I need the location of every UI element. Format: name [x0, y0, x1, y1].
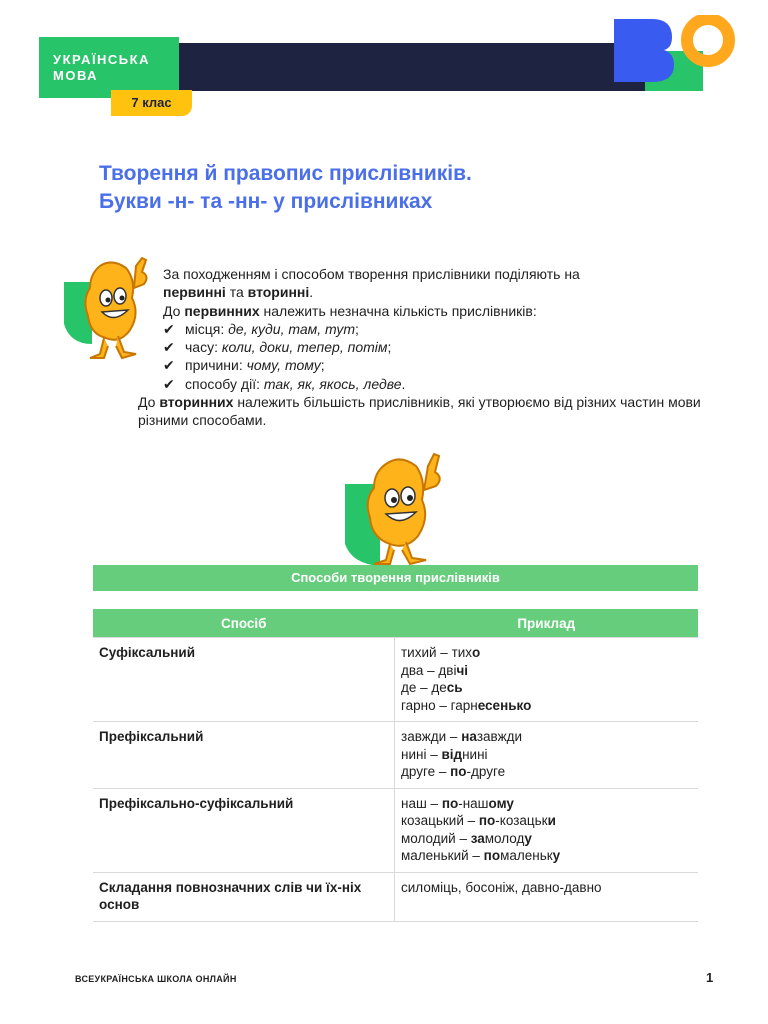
example-text: наш –: [401, 795, 442, 811]
methods-table: [93, 609, 698, 922]
example-text: -друге: [466, 764, 506, 779]
p2-start: До: [163, 302, 185, 319]
example-line: [401, 728, 692, 746]
grade-badge: 7 клас: [111, 90, 192, 116]
school-logo: [612, 15, 737, 95]
intro-paragraph-3: [138, 393, 718, 430]
example-text: силоміць, босоніж, давно-давно: [401, 879, 602, 895]
example-text: завжди: [476, 729, 523, 744]
example-morpheme-bold: по: [478, 813, 496, 828]
item-examples: де, куди, там, тут: [228, 320, 356, 337]
term-primary-genitive: первинних: [184, 302, 260, 319]
item-examples: чому, тому: [246, 357, 321, 374]
example-cell: [395, 638, 699, 722]
table-row: [93, 872, 698, 921]
example-text: молодий –: [401, 830, 471, 846]
example-morpheme-bold: есенько: [477, 697, 532, 713]
example-morpheme-bold: від: [441, 746, 463, 762]
table-caption: Способи творення прислівників: [93, 565, 698, 591]
example-line: [401, 697, 692, 715]
example-cell: [395, 872, 699, 921]
footer-school-name: ВСЕУКРАЇНСЬКА ШКОЛА ОНЛАЙН: [75, 974, 237, 984]
example-line: [401, 879, 692, 897]
example-line: [401, 812, 692, 830]
check-icon: ✔: [163, 357, 175, 374]
table-row: [93, 722, 698, 789]
list-item: [163, 356, 718, 374]
example-morpheme-bold: по: [441, 795, 459, 811]
intro-text: [138, 265, 718, 430]
check-icon: ✔: [163, 339, 175, 356]
example-text: маленьк: [500, 848, 553, 863]
example-text: завжди –: [401, 729, 462, 744]
term-primary: первинні: [163, 284, 226, 301]
check-icon: ✔: [163, 320, 175, 337]
example-morpheme-bold: о: [472, 645, 481, 660]
example-morpheme-bold: за: [470, 830, 485, 846]
example-line: [401, 746, 692, 764]
subject-line-1: УКРАЇНСЬКА: [53, 52, 150, 67]
example-text: два – дві: [401, 662, 457, 678]
p1-and: та: [225, 284, 248, 301]
mascot-pointing-icon: [340, 450, 455, 568]
p3-end: належить більшість прислівників, які утворюємо від різних частин мови різними способами.: [138, 394, 701, 429]
table-header-row: [93, 609, 698, 638]
example-morpheme-bold: и: [547, 813, 556, 828]
table-body: [93, 638, 698, 922]
item-end: .: [401, 375, 406, 392]
example-text: -козацьк: [495, 813, 548, 828]
method-cell: Суфіксальний: [93, 638, 395, 722]
p1-text: За походженням і способом творення прислівники поділяють на: [163, 266, 580, 282]
example-line: [401, 644, 692, 662]
item-examples: так, як, якось, ледве: [263, 375, 402, 392]
intro-paragraph-2: [138, 302, 718, 320]
header-bar: [170, 43, 645, 91]
item-label: причини:: [185, 357, 247, 374]
subject-badge: [39, 37, 179, 98]
example-text: -наш: [458, 795, 489, 811]
example-line: [401, 795, 692, 813]
p2-end: належить незначна кількість прислівників:: [259, 302, 537, 319]
item-label: місця:: [185, 320, 229, 337]
example-line: [401, 679, 692, 697]
example-morpheme-bold: по: [483, 848, 501, 863]
column-header-example: Приклад: [395, 609, 699, 638]
example-morpheme-bold: ому: [488, 795, 514, 811]
primary-adverb-list: [138, 320, 718, 393]
example-text: нині: [462, 746, 488, 762]
example-text: друге –: [401, 764, 451, 779]
example-line: [401, 662, 692, 680]
table-row: [93, 638, 698, 722]
item-label: часу:: [185, 339, 222, 356]
table-row: [93, 788, 698, 872]
page-title: [99, 160, 719, 216]
example-text: тихий – тих: [401, 645, 473, 660]
example-morpheme-bold: у: [552, 848, 561, 863]
example-morpheme-bold: сь: [446, 680, 463, 695]
column-header-method: Спосіб: [93, 609, 395, 638]
example-text: козацький –: [401, 813, 479, 828]
example-morpheme-bold: у: [524, 830, 532, 846]
term-secondary: вторинні: [247, 284, 310, 301]
method-cell: Префіксальний: [93, 722, 395, 789]
item-end: ;: [355, 320, 359, 337]
page-number: 1: [706, 970, 714, 985]
p3-start: До: [138, 394, 160, 411]
example-morpheme-bold: на: [461, 729, 477, 744]
list-item: [163, 338, 718, 356]
term-secondary-genitive: вторинних: [159, 394, 234, 411]
example-text: молод: [484, 830, 525, 846]
method-cell: Складання повнозначних слів чи їх-ніх основ: [93, 872, 395, 921]
item-end: ;: [387, 339, 392, 356]
item-end: ;: [320, 357, 325, 374]
subject-line-2: МОВА: [53, 68, 99, 83]
title-line-2: Букви -н- та -нн- у прислівниках: [99, 190, 433, 213]
title-line-1: Творення й правопис прислівників.: [99, 162, 472, 185]
list-item: [163, 320, 718, 338]
item-examples: коли, доки, тепер, потім: [221, 339, 388, 356]
method-cell: Префіксально-суфіксальний: [93, 788, 395, 872]
example-line: [401, 763, 692, 781]
example-cell: [395, 788, 699, 872]
example-text: де – де: [401, 680, 447, 695]
example-line: [401, 847, 692, 865]
check-icon: ✔: [163, 375, 175, 392]
item-label: способу дії:: [185, 375, 264, 392]
example-text: гарно – гарн: [401, 697, 478, 713]
example-cell: [395, 722, 699, 789]
example-line: [401, 830, 692, 848]
list-item: [163, 375, 718, 393]
example-text: маленький –: [401, 848, 484, 863]
intro-paragraph-1: [138, 265, 718, 302]
p1-end: .: [309, 284, 314, 301]
example-morpheme-bold: чі: [456, 662, 469, 678]
example-morpheme-bold: по: [450, 764, 467, 779]
example-text: нині –: [401, 746, 442, 762]
